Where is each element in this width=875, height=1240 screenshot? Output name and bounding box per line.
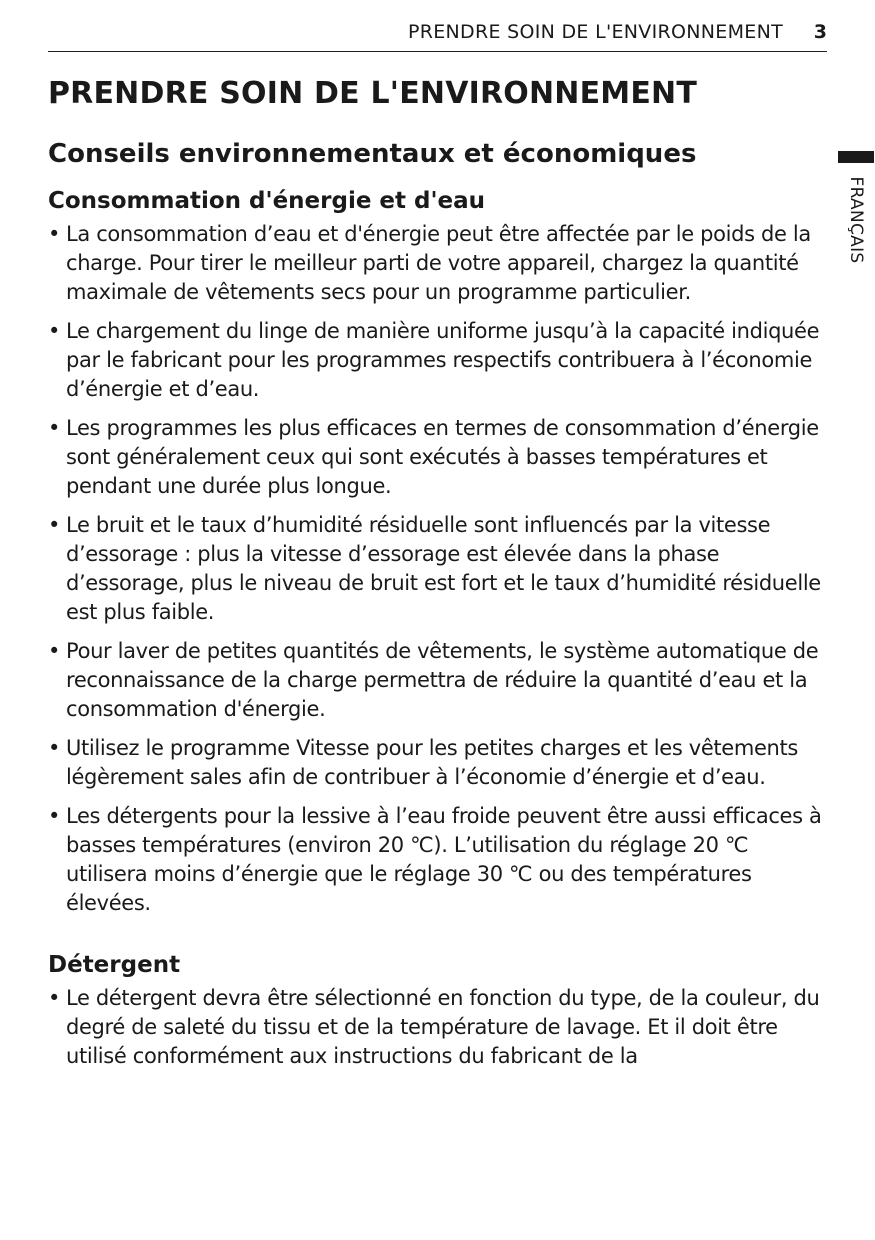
list-item	[48, 637, 826, 724]
list-item-text: La consommation d’eau et d'énergie peut être affectée par le poids de la charge. Pour tirer le meilleur parti de votre appareil, chargez la quantité maximale de vêtements secs pour un programme particulier.	[66, 222, 811, 304]
list-item	[48, 734, 826, 792]
bullet-icon: •	[48, 736, 61, 760]
detergent-list	[48, 984, 826, 1071]
bullet-icon: •	[48, 513, 61, 537]
bullet-icon: •	[48, 319, 61, 343]
list-item-text: Utilisez le programme Vitesse pour les petites charges et les vêtements légèrement sales afin de contribuer à l’économie d’énergie et d’eau.	[66, 736, 798, 789]
section-subtitle: Conseils environnementaux et économiques	[48, 139, 697, 169]
list-item-text: Le bruit et le taux d’humidité résiduelle sont influencés par la vitesse d’essorage : plus la vitesse d’essorage est élevée dans la phase d’essorage, plus le niveau de bruit est fort et le taux d’humidité résiduelle est plus faible.	[66, 513, 821, 624]
bullet-icon: •	[48, 416, 61, 440]
list-item-text: Les détergents pour la lessive à l’eau froide peuvent être aussi efficaces à basses températures (environ 20 ℃). L’utilisation du réglage 20 ℃ utilisera moins d’énergie que le réglage 30 ℃ ou des températures élevées.	[66, 804, 822, 915]
bullet-icon: •	[48, 639, 61, 663]
list-item-text: Les programmes les plus efficaces en termes de consommation d’énergie sont généralement ceux qui sont exécutés à basses températures et pendant une durée plus longue.	[66, 416, 819, 498]
list-item	[48, 802, 826, 918]
language-tab-marker	[838, 151, 874, 163]
list-item	[48, 220, 826, 307]
bullet-icon: •	[48, 222, 61, 246]
bullet-icon: •	[48, 804, 61, 828]
bullet-icon: •	[48, 986, 61, 1010]
list-item-text: Le chargement du linge de manière uniforme jusqu’à la capacité indiquée par le fabricant pour les programmes respectifs contribuera à l’économie d’énergie et d’eau.	[66, 319, 820, 401]
language-tab-label: FRANÇAIS	[846, 176, 866, 264]
page-content	[48, 72, 826, 1081]
list-item	[48, 511, 826, 627]
page-number: 3	[813, 21, 827, 43]
list-item	[48, 414, 826, 501]
heading-energy-water: Consommation d'énergie et d'eau	[48, 188, 486, 214]
list-item-text: Le détergent devra être sélectionné en fonction du type, de la couleur, du degré de saleté du tissu et de la température de lavage. Et il doit être utilisé conformément aux instructions du fabricant de la	[66, 986, 820, 1068]
page-header	[48, 18, 827, 52]
heading-detergent: Détergent	[48, 952, 181, 978]
list-item	[48, 984, 826, 1071]
list-item-text: Pour laver de petites quantités de vêtements, le système automatique de reconnaissance de la charge permettra de réduire la quantité d’eau et la consommation d'énergie.	[66, 639, 819, 721]
page-title: PRENDRE SOIN DE L'ENVIRONNEMENT	[48, 76, 698, 111]
header-title: PRENDRE SOIN DE L'ENVIRONNEMENT	[407, 21, 783, 43]
energy-water-list	[48, 220, 826, 918]
list-item	[48, 317, 826, 404]
